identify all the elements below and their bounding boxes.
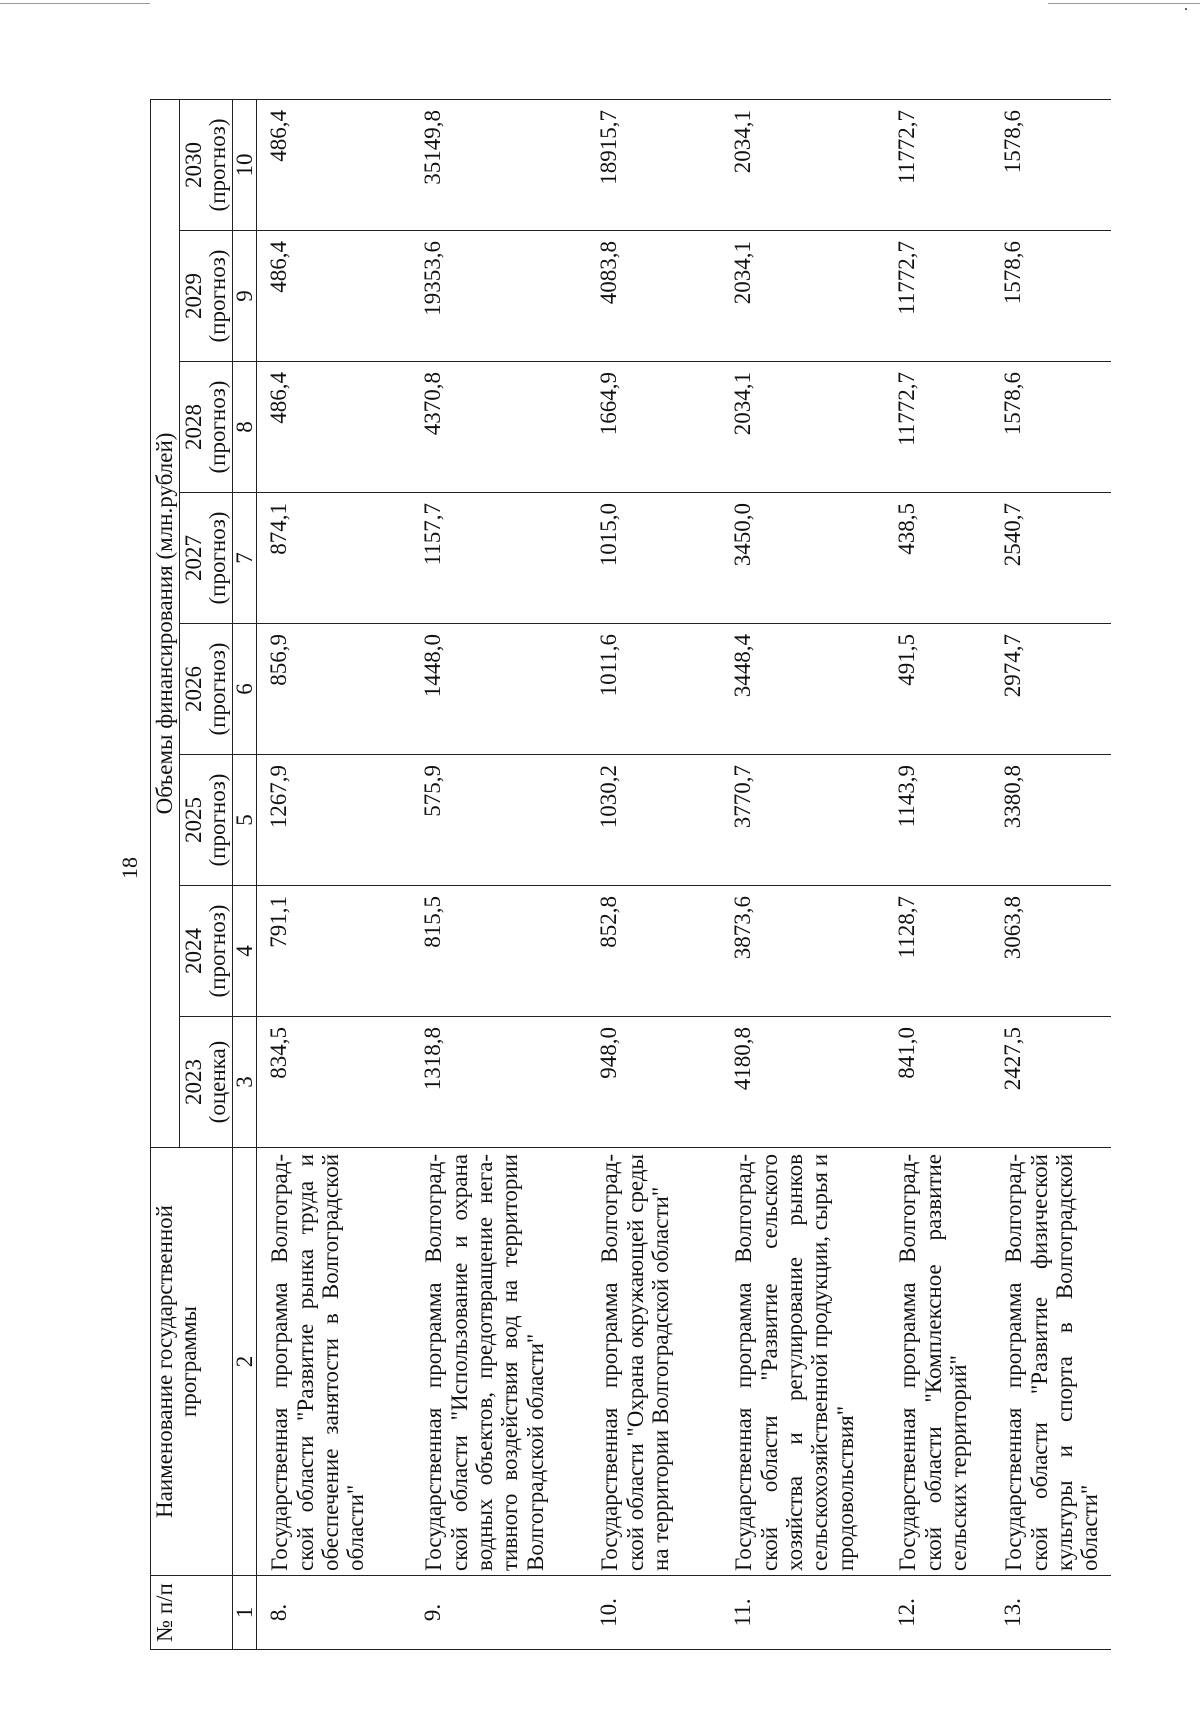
value-cell: 1578,6 (997, 362, 1111, 493)
page-number: 18 (117, 857, 142, 879)
program-name: Государственная программа Волгоградской области "Комплексное развитие сельских территорий" (891, 1148, 997, 1576)
column-number: 10 (233, 99, 257, 230)
row-number: 11. (727, 1576, 891, 1650)
header-year (180, 624, 233, 755)
table-row (593, 99, 727, 1649)
column-number: 6 (233, 624, 257, 755)
value-cell: 2034,1 (727, 231, 891, 362)
value-cell: 11772,7 (891, 99, 997, 230)
value-cell: 3063,8 (997, 886, 1111, 1017)
value-cell: 856,9 (257, 624, 418, 755)
column-number: 1 (233, 1576, 257, 1650)
scan-edge-left (0, 3, 150, 4)
value-cell: 2034,1 (727, 362, 891, 493)
document-sheet (150, 50, 1200, 1650)
value-cell: 486,4 (257, 362, 418, 493)
row-number: 10. (593, 1576, 727, 1650)
value-cell: 2034,1 (727, 99, 891, 230)
value-cell: 1011,6 (593, 624, 727, 755)
value-cell: 1578,6 (997, 231, 1111, 362)
column-number: 5 (233, 755, 257, 886)
value-cell: 575,9 (417, 755, 593, 886)
value-cell: 3450,0 (727, 493, 891, 624)
header-program-name: Наименование государственной программы (151, 1148, 233, 1576)
year-note: (прогноз) (205, 380, 231, 474)
value-cell: 834,5 (257, 1017, 418, 1148)
value-cell: 4370,8 (417, 362, 593, 493)
value-cell: 1318,8 (417, 1017, 593, 1148)
value-cell: 1143,9 (891, 755, 997, 886)
header-year (180, 1017, 233, 1148)
value-cell: 4180,8 (727, 1017, 891, 1148)
value-cell: 491,5 (891, 624, 997, 755)
year-note: (прогноз) (205, 511, 231, 605)
header-funding: Объемы финансирования (млн.рублей) (151, 99, 180, 1147)
value-cell: 1157,7 (417, 493, 593, 624)
header-year (180, 755, 233, 886)
header-year (180, 231, 233, 362)
year-note: (оценка) (205, 1040, 231, 1124)
value-cell: 11772,7 (891, 362, 997, 493)
value-cell: 841,0 (891, 1017, 997, 1148)
program-name: Государственная программа Волгоградской области "Развитие физической культуры и спорта в Волгоградской области" (997, 1148, 1111, 1576)
value-cell: 35149,8 (417, 99, 593, 230)
value-cell: 1664,9 (593, 362, 727, 493)
year-note: (прогноз) (205, 118, 231, 212)
table-row (727, 99, 891, 1649)
value-cell: 1128,7 (891, 886, 997, 1017)
year-note: (прогноз) (205, 642, 231, 736)
value-cell: 3380,8 (997, 755, 1111, 886)
value-cell: 486,4 (257, 99, 418, 230)
header-year (180, 886, 233, 1017)
table-row (417, 99, 593, 1649)
value-cell: 815,5 (417, 886, 593, 1017)
year-note: (прогноз) (205, 773, 231, 867)
header-year (180, 362, 233, 493)
scan-edge-right (1048, 3, 1200, 4)
year-label: 2023 (181, 1059, 207, 1105)
table-row (257, 99, 418, 1649)
value-cell: 486,4 (257, 231, 418, 362)
value-cell: 18915,7 (593, 99, 727, 230)
year-label: 2029 (181, 273, 207, 319)
value-cell: 3873,6 (727, 886, 891, 1017)
year-note: (прогноз) (205, 249, 231, 343)
scan-mark (1185, 8, 1187, 10)
value-cell: 852,8 (593, 886, 727, 1017)
column-number: 4 (233, 886, 257, 1017)
header-year (180, 493, 233, 624)
value-cell: 1578,6 (997, 99, 1111, 230)
year-label: 2030 (181, 141, 207, 188)
value-cell: 2427,5 (997, 1017, 1111, 1148)
year-label: 2028 (181, 404, 207, 450)
year-note: (прогноз) (205, 904, 231, 998)
row-number: 12. (891, 1576, 997, 1650)
value-cell: 1267,9 (257, 755, 418, 886)
program-name: Государственная программа Волгоградской области "Использование и охрана водных объектов, предотвращение негативного воздействия вод на территории Волгоградской области" (417, 1148, 593, 1576)
column-number: 2 (233, 1148, 257, 1576)
value-cell: 874,1 (257, 493, 418, 624)
column-number: 3 (233, 1017, 257, 1148)
value-cell: 1015,0 (593, 493, 727, 624)
header-num: № п/п (151, 1576, 233, 1650)
program-name: Государственная программа Волгоградской области "Развитие рынка труда и обеспечение занятости в Волгоградской области" (257, 1148, 418, 1576)
year-label: 2027 (181, 535, 207, 581)
row-number: 13. (997, 1576, 1111, 1650)
program-name: Государственная программа Волгоградской области "Охрана окружающей среды на территории Волгоградской области" (593, 1148, 727, 1576)
table-row (997, 99, 1111, 1649)
row-number: 9. (417, 1576, 593, 1650)
value-cell: 11772,7 (891, 231, 997, 362)
value-cell: 19353,6 (417, 231, 593, 362)
value-cell: 4083,8 (593, 231, 727, 362)
table-row (891, 99, 997, 1649)
value-cell: 1030,2 (593, 755, 727, 886)
column-numbers-row (233, 99, 257, 1649)
column-number: 9 (233, 231, 257, 362)
year-label: 2026 (181, 666, 207, 712)
value-cell: 2540,7 (997, 493, 1111, 624)
funding-table (150, 99, 1111, 1650)
value-cell: 1448,0 (417, 624, 593, 755)
value-cell: 3770,7 (727, 755, 891, 886)
year-label: 2024 (181, 928, 207, 974)
value-cell: 3448,4 (727, 624, 891, 755)
column-number: 8 (233, 362, 257, 493)
value-cell: 2974,7 (997, 624, 1111, 755)
column-number: 7 (233, 493, 257, 624)
header-year (180, 99, 233, 230)
row-number: 8. (257, 1576, 418, 1650)
program-name: Государственная программа Волгоградской области "Развитие сельского хозяйства и регулирование рынков сельскохозяйственной продукции, сырья и продовольствия" (727, 1148, 891, 1576)
year-label: 2025 (181, 797, 207, 843)
value-cell: 948,0 (593, 1017, 727, 1148)
value-cell: 791,1 (257, 886, 418, 1017)
value-cell: 438,5 (891, 493, 997, 624)
